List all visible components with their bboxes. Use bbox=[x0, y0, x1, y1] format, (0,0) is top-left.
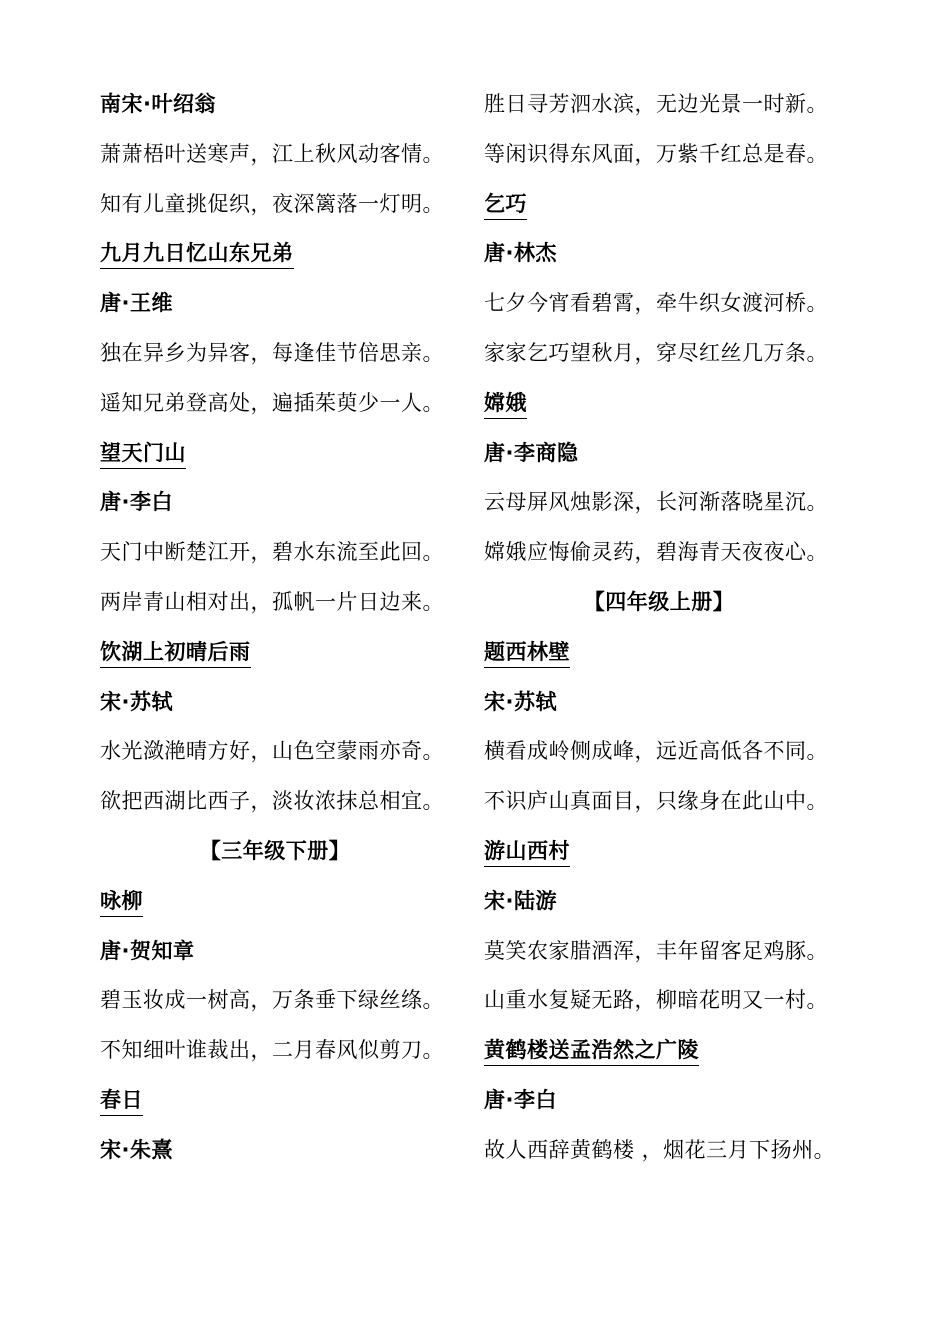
poem-title bbox=[484, 827, 854, 877]
poem-author: 唐·王维 bbox=[100, 291, 173, 316]
section-heading: 【四年级上册】 bbox=[583, 589, 735, 614]
poem-title-text: 饮湖上初晴后雨 bbox=[100, 640, 251, 668]
poem-verse: 碧玉妆成一树高，万条垂下绿丝绦。 bbox=[100, 988, 444, 1013]
poem-verse: 家家乞巧望秋月，穿尽红丝几万条。 bbox=[484, 340, 828, 365]
poem-title bbox=[100, 628, 470, 678]
poem-author: 唐·李白 bbox=[484, 1087, 557, 1112]
poem-author: 南宋·叶绍翁 bbox=[100, 92, 216, 116]
poem-title bbox=[484, 1026, 854, 1076]
poem-title-text: 咏柳 bbox=[100, 889, 143, 917]
poem-title bbox=[484, 379, 854, 429]
poem-title bbox=[100, 429, 470, 479]
poem-verse: 天门中断楚江开，碧水东流至此回。 bbox=[100, 540, 444, 565]
poem-verse: 横看成岭侧成峰，远近高低各不同。 bbox=[484, 739, 828, 764]
poem-title-text: 黄鹤楼送孟浩然之广陵 bbox=[484, 1038, 699, 1066]
poem-author: 宋·陆游 bbox=[484, 888, 557, 913]
poem-verse: 不知细叶谁裁出，二月春风似剪刀。 bbox=[100, 1038, 444, 1063]
poem-verse: 不识庐山真面目，只缘身在此山中。 bbox=[484, 789, 828, 814]
poem-author: 宋·朱熹 bbox=[100, 1137, 173, 1162]
poem-verse: 云母屏风烛影深，长河渐落晓星沉。 bbox=[484, 490, 828, 515]
poem-title-text: 望天门山 bbox=[100, 441, 186, 469]
poem-title bbox=[100, 1076, 470, 1126]
poem-verse: 等闲识得东风面，万紫千红总是春。 bbox=[484, 141, 828, 166]
poem-verse: 独在异乡为异客，每逢佳节倍思亲。 bbox=[100, 340, 444, 365]
poem-verse: 萧萧梧叶送寒声，江上秋风动客情。 bbox=[100, 141, 444, 166]
poem-verse: 山重水复疑无路，柳暗花明又一村。 bbox=[484, 988, 828, 1013]
poem-author: 唐·贺知章 bbox=[100, 938, 195, 963]
poem-verse: 嫦娥应悔偷灵药，碧海青天夜夜心。 bbox=[484, 540, 828, 565]
poem-author: 唐·李商隐 bbox=[484, 440, 579, 465]
poem-verse: 胜日寻芳泗水滨，无边光景一时新。 bbox=[484, 92, 828, 116]
poem-verse: 欲把西湖比西子，淡妆浓抹总相宜。 bbox=[100, 789, 444, 814]
poem-title-text: 九月九日忆山东兄弟 bbox=[100, 241, 294, 269]
poem-author: 宋·苏轼 bbox=[100, 689, 173, 714]
poem-title bbox=[484, 628, 854, 678]
poem-author: 宋·苏轼 bbox=[484, 689, 557, 714]
poem-title-text: 嫦娥 bbox=[484, 391, 527, 419]
poem-title-text: 游山西村 bbox=[484, 839, 570, 867]
poem-title-text: 乞巧 bbox=[484, 192, 527, 220]
poem-verse: 遥知兄弟登高处，遍插茱萸少一人。 bbox=[100, 390, 444, 415]
poem-title bbox=[100, 877, 470, 927]
poem-verse: 两岸青山相对出，孤帆一片日边来。 bbox=[100, 589, 444, 614]
poem-verse: 水光潋滟晴方好，山色空蒙雨亦奇。 bbox=[100, 739, 444, 764]
poem-title-text: 题西林壁 bbox=[484, 640, 570, 668]
poem-author: 唐·李白 bbox=[100, 490, 173, 515]
poem-author: 唐·林杰 bbox=[484, 241, 557, 266]
poem-verse: 故人西辞黄鹤楼 ，烟花三月下扬州。 bbox=[484, 1137, 836, 1162]
poem-verse: 七夕今宵看碧霄，牵牛织女渡河桥。 bbox=[484, 291, 828, 316]
poem-verse: 知有儿童挑促织，夜深篱落一灯明。 bbox=[100, 191, 444, 216]
poem-title bbox=[484, 180, 854, 230]
section-heading: 【三年级下册】 bbox=[199, 838, 351, 863]
left-column bbox=[100, 80, 470, 1176]
poem-title-text: 春日 bbox=[100, 1088, 143, 1116]
right-column bbox=[484, 80, 854, 1176]
poem-verse: 莫笑农家腊酒浑，丰年留客足鸡豚。 bbox=[484, 938, 828, 963]
poem-title bbox=[100, 229, 470, 279]
